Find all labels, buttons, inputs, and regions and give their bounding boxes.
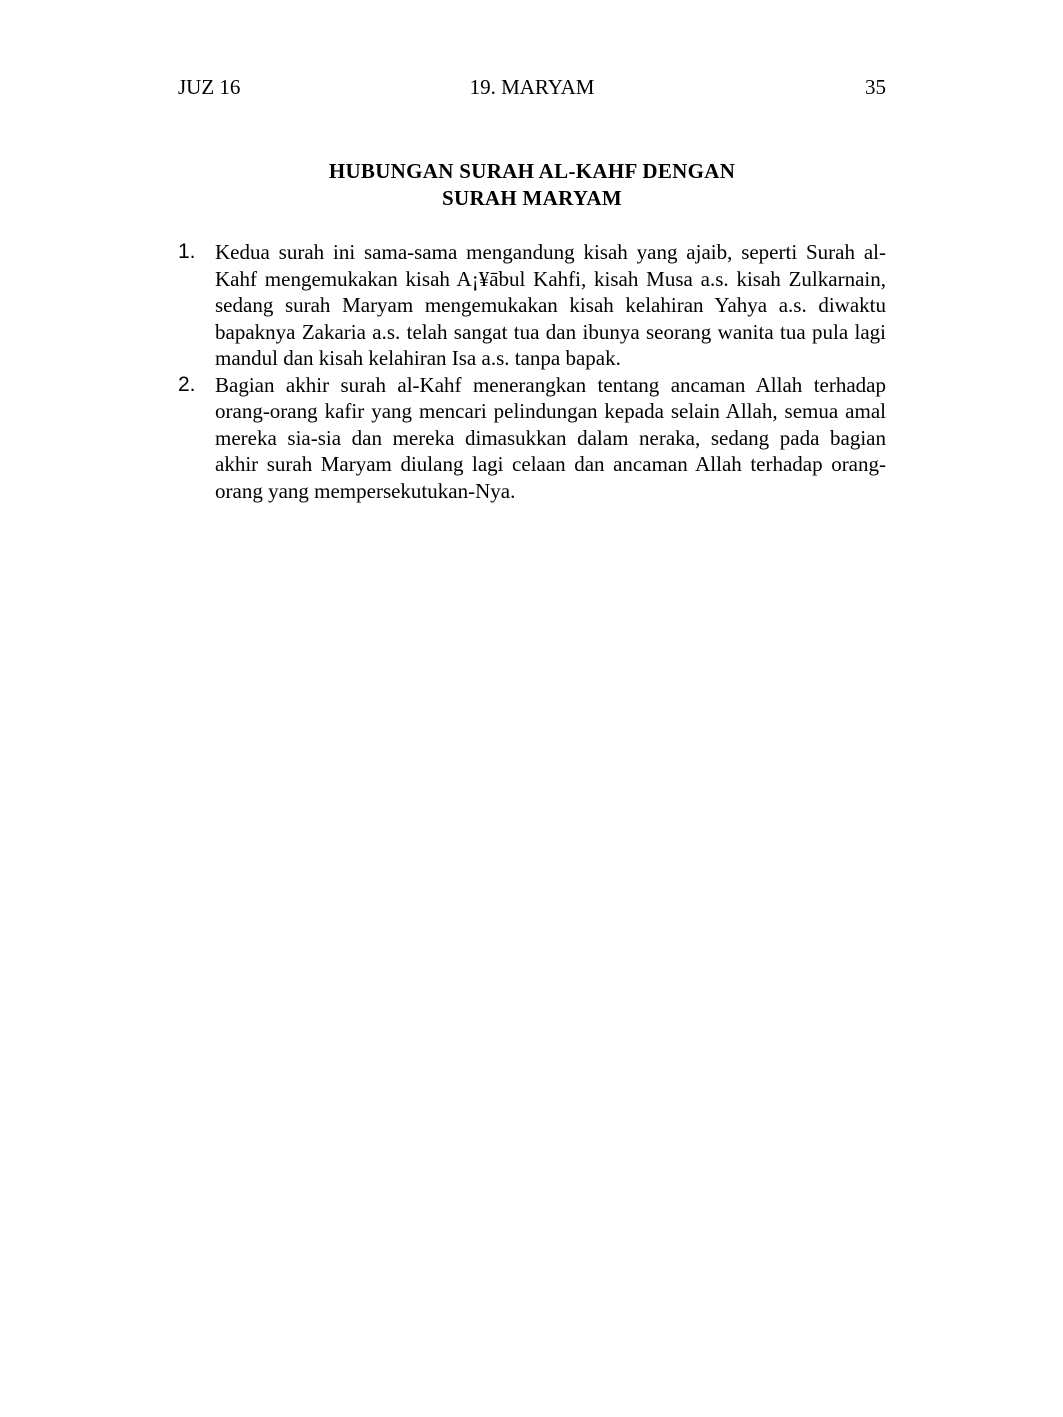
section-title <box>178 158 886 212</box>
list-item-text: Bagian akhir surah al-Kahf menerangkan tentang ancaman Allah terhadap orang-orang kafir yang mencari pelindungan kepada selain Allah, semua amal mereka sia-sia dan mereka dimasukkan dalam neraka, sedang pada bagian akhir surah Maryam diulang lagi celaan dan ancaman Allah terhadap orang-orang yang mempersekutukan-Nya. <box>215 372 886 503</box>
list-item <box>178 372 886 505</box>
running-header <box>178 73 886 101</box>
section-title-line-1: HUBUNGAN SURAH AL-KAHF DENGAN <box>328 159 736 183</box>
list-item-text: Kedua surah ini sama-sama mengandung kisah yang ajaib, seperti Surah al-Kahf mengemukakan kisah A¡¥ābul Kahfi, kisah Musa a.s. kisah Zulkarnain, sedang surah Maryam mengemukakan kisah kelahiran Yahya a.s. diwaktu bapaknya Zakaria a.s. telah sangat tua dan ibunya seorang wanita tua pula lagi mandul dan kisah kelahiran Isa a.s. tanpa bapak. <box>215 240 886 370</box>
juz-label: JUZ 16 <box>178 75 241 99</box>
section-title-line-2: SURAH MARYAM <box>442 186 622 210</box>
list-item-number: 1. <box>178 240 196 263</box>
surah-label: 19. MARYAM <box>469 75 595 99</box>
list-item-number: 2. <box>178 372 196 396</box>
list-item <box>178 239 886 372</box>
page-number: 35 <box>865 75 886 99</box>
numbered-list <box>178 239 886 504</box>
